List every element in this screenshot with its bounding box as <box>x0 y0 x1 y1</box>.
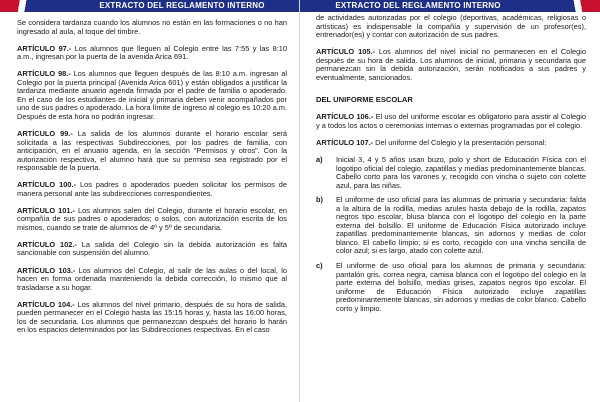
section-title: DEL UNIFORME ESCOLAR <box>316 95 413 105</box>
article-98 <box>17 70 287 121</box>
list-item <box>316 196 586 256</box>
article-number: ARTÍCULO 97.- <box>17 43 72 53</box>
article-101 <box>17 207 287 233</box>
item-text: El uniforme de uso oficial para las alumnas de primaria y secundaria: falda a la altura de la rodilla, medias azules hasta debajo de la rodilla, zapatos negros tipo escolar, blusa blanca con el logotipo del colegio en la parte externa del bolsillo. El uniforme de Educación Física autorizado incluye zapatillas predominantemente blancas, sin adornos y medias de color blanco. El cabello limpio; si es corto, recogido con una vincha sencilla de color azul; si es largo, atado con colette azul. <box>336 195 586 256</box>
paragraph: Se considera tardanza cuando los alumnos no están en las formaciones o no han ingresado al aula, al toque del timbre. <box>17 18 287 36</box>
list-item <box>316 262 586 313</box>
banner-accent-right <box>536 0 600 12</box>
article-text: Los alumnos del nivel primario, después de su hora de salida, pueden permanecer en el Colegio hasta las 15:15 horas y, hasta las 16:00 horas, los de secundaria. Los alumnos que permanezcan después del horario lo harán en los espacios determinados por las Subdirecciones respectivas. En el caso <box>17 299 287 335</box>
article-number: ARTÍCULO 103.- <box>17 265 76 275</box>
article-102 <box>17 241 287 258</box>
article-number: ARTÍCULO 106.- <box>316 112 374 122</box>
article-number: ARTÍCULO 99.- <box>17 128 73 138</box>
paragraph: de actividades autorizadas por el colegio (deportivas, académicas, religiosas o artísticas) es indispensable la compañía y supervisión de un profesor(es), entrenador(es) y contar con autorización de sus padres. <box>316 13 586 40</box>
item-label: a) <box>316 155 323 165</box>
article-99 <box>17 130 287 173</box>
article-107 <box>316 139 586 148</box>
article-text: Los padres o apoderados pueden solicitar los permisos de manera personal ante las subdirecciones correspondientes. <box>17 180 287 198</box>
list-item <box>316 156 586 190</box>
article-text: El uso del uniforme escolar es obligatorio para asistir al Colegio y a todos los actos o ceremonias internas o externas programadas por el colegio. <box>316 112 586 130</box>
article-number: ARTÍCULO 102.- <box>17 239 77 249</box>
article-text: Los alumnos salen del Colegio, durante el horario escolar, en compañía de sus padres o apoderados; o solos, con autorización escrita de los mismos, cuando se trate de alumnos de 4º y 5º de secundaria. <box>17 205 287 232</box>
article-number: ARTÍCULO 101.- <box>17 205 76 215</box>
article-text: Los alumnos que lleguen después de las 8:10 a.m. ingresan al Colegio por la puerta principal (Avenida Arica 601) y están obligados a justificar la tardanza mediante anuario agenda firmada por el padre de familia o apoderado. En el caso de los estudiantes de inicial y primaria deben venir acompañados por uno de sus padres o apoderado. La hora límite de ingreso al colegio es 10:20 a.m. Después de esta hora no podrán ingresar. <box>17 69 288 121</box>
article-text: Los alumnos del nivel inicial no permanecen en el Colegio después de su hora de salida. Los alumnos de inicial, primaria y secundaria que permanezcan sin la debida autorización, serán notificados a sus padres y eventualmente, sancionados. <box>316 47 586 82</box>
article-106 <box>316 113 586 130</box>
article-number: ARTÍCULO 107.- <box>316 137 374 147</box>
article-number: ARTÍCULO 98.- <box>17 69 71 79</box>
item-label: c) <box>316 261 323 271</box>
right-page <box>300 0 600 402</box>
right-page-text <box>316 14 586 319</box>
item-text: El uniforme de uso oficial para los alumnos de primaria y secundaria: pantalón gris, correa negra, camisa blanca con el logotipo del colegio en la parte externa del bolsillo, medias grises, zapatos negros tipo escolar. El uniforme de Educación Física autorizado incluye zapatillas predominantemente blancas, sin adornos y medias de color blanco. Cabello corto y limpio. <box>336 261 586 313</box>
article-text: Los alumnos del Colegio, al salir de las aulas o del local, lo hacen en forma ordenada manteniendo la debida corrección, lo mismo que al trasladarse a su hogar. <box>17 265 287 292</box>
article-number: ARTÍCULO 104.- <box>17 299 75 309</box>
left-page-text <box>17 19 287 343</box>
article-104 <box>17 301 287 335</box>
article-97 <box>17 45 287 62</box>
article-text: La salida de los alumnos durante el horario escolar será solicitada a las respectivas Subdirecciones, por los padres de familia, con anticipación, en el anuario agenda, en la sección "Permisos y otros". Con la autorización respectiva, el alumno hará que su permiso sea registrado por el responsable de la puerta. <box>17 128 288 173</box>
article-105 <box>316 48 586 82</box>
article-text: Del uniforme del Colegio y la presentación personal: <box>373 137 547 147</box>
article-number: ARTÍCULO 105.- <box>316 47 375 57</box>
item-text: Inicial 3, 4 y 5 años usan buzo, polo y short de Educación Física con el logotipo oficial del colegio, zapatillas y medias predominantemente blancas. Cabello corto para los varones y, recogido con vincha o sujeto con colette azul, para las niñas. <box>336 155 586 190</box>
article-100 <box>17 181 287 198</box>
page-header-left: EXTRACTO DEL REGLAMENTO INTERNO <box>64 0 300 12</box>
banner-accent-left <box>0 0 64 12</box>
article-103 <box>17 267 287 293</box>
article-text: Los alumnos que lleguen al Colegio entre las 7:55 y las 8:10 a.m., ingresan por la puerta de la avenida Arica 691. <box>17 43 287 62</box>
article-number: ARTÍCULO 100.- <box>17 180 77 190</box>
item-label: b) <box>316 195 323 205</box>
page-header-right: EXTRACTO DEL REGLAMENTO INTERNO <box>300 0 536 12</box>
article-text: La salida del Colegio sin la debida autorización es falta sancionable con suspensión del alumno. <box>17 239 287 258</box>
